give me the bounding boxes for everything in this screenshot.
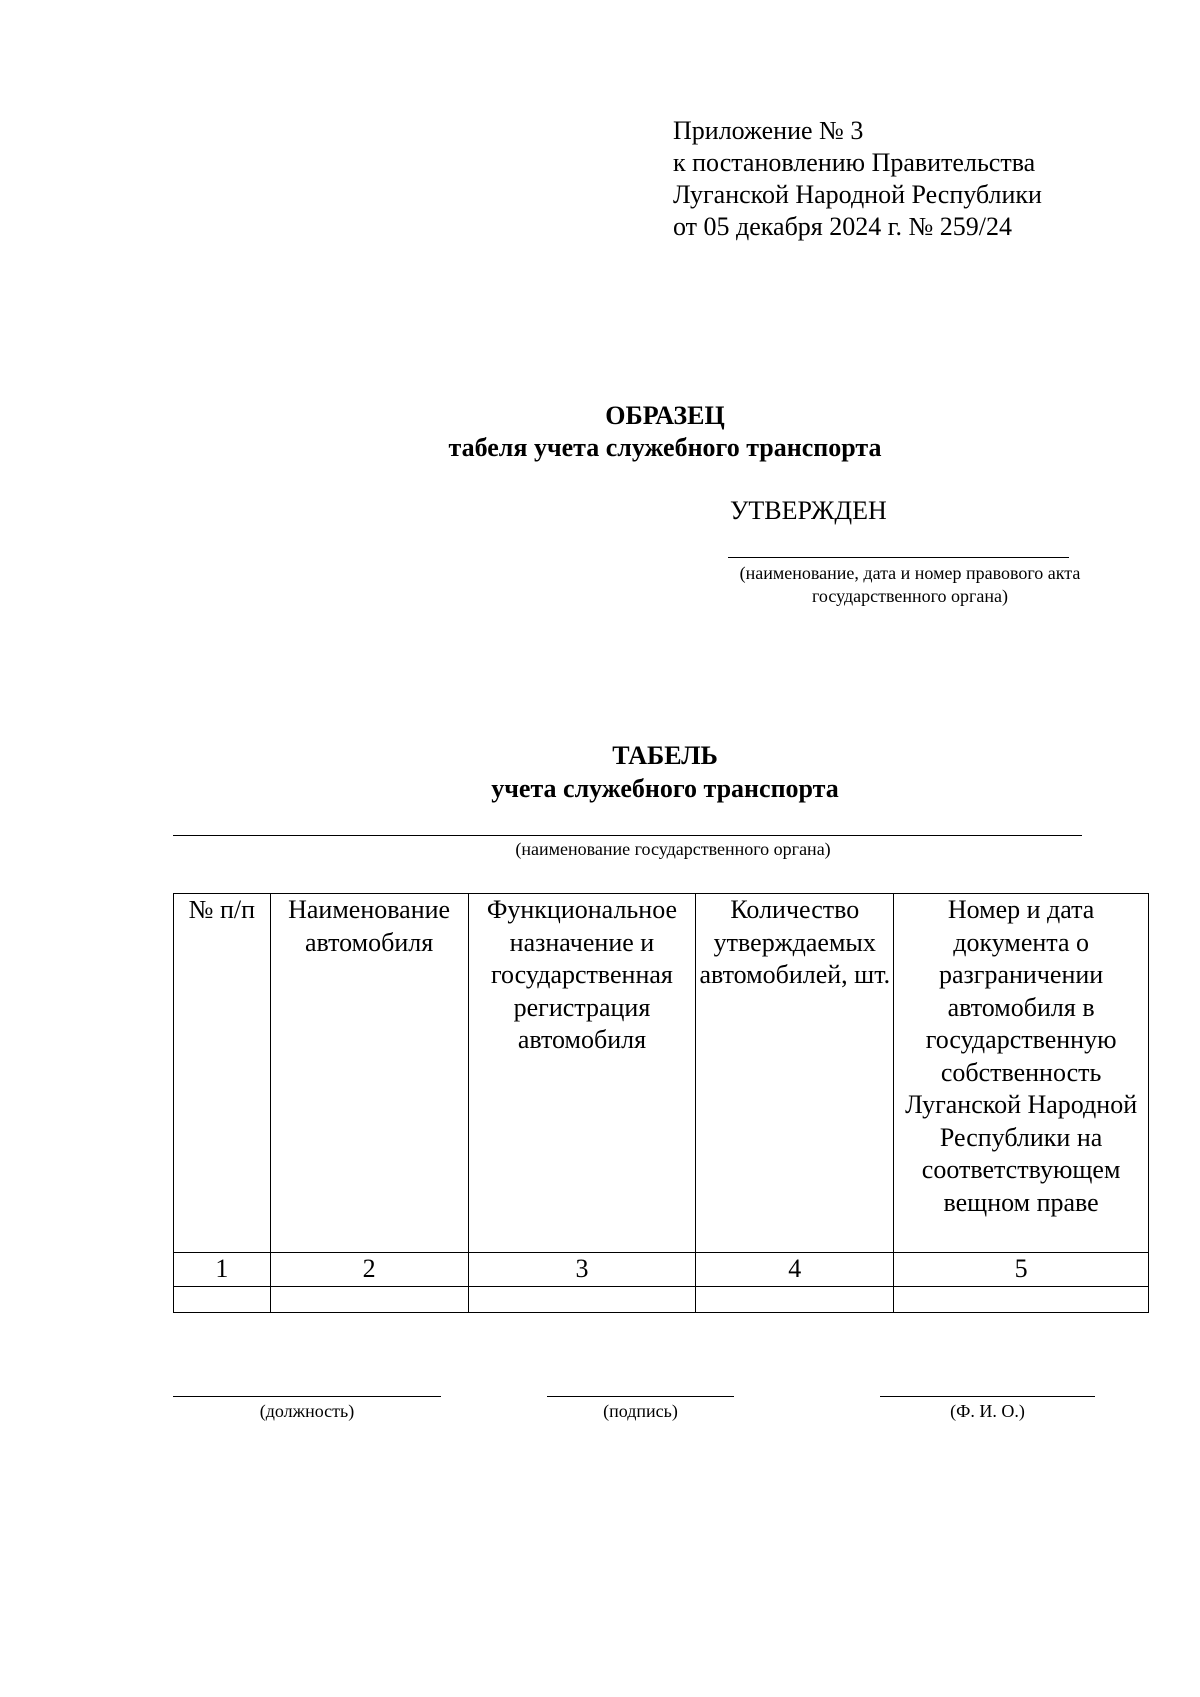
approval-note-line-2: государственного органа) xyxy=(811,586,1009,606)
approval-label: УТВЕРЖДЕН xyxy=(730,496,887,525)
appendix-line-4: от 05 декабря 2024 г. № 259/24 xyxy=(673,212,1013,241)
header-cell-purpose: Функциональное назначение и государственная регистрация автомобиля xyxy=(468,894,696,1253)
signature-line xyxy=(547,1396,734,1397)
appendix-line-3: Луганской Народной Республики xyxy=(673,180,1042,209)
column-number-4: 4 xyxy=(696,1253,894,1287)
approval-note-line-1: (наименование, дата и номер правового акта xyxy=(739,563,1081,583)
empty-cell xyxy=(696,1287,894,1313)
transport-table xyxy=(173,893,1149,1313)
column-number-5: 5 xyxy=(894,1253,1149,1287)
tabel-subtitle: учета служебного транспорта xyxy=(491,774,839,803)
appendix-line-1: Приложение № 3 xyxy=(673,116,864,145)
empty-cell xyxy=(468,1287,696,1313)
position-line xyxy=(173,1396,441,1397)
full-name-line xyxy=(880,1396,1095,1397)
appendix-block xyxy=(673,115,1042,243)
position-label: (должность) xyxy=(259,1401,355,1421)
table-number-row xyxy=(174,1253,1149,1287)
sample-title: ОБРАЗЕЦ xyxy=(605,401,725,430)
signature-label: (подпись) xyxy=(603,1401,678,1421)
table-header-row xyxy=(174,894,1149,1253)
sample-subtitle: табеля учета служебного транспорта xyxy=(448,433,882,462)
empty-cell xyxy=(894,1287,1149,1313)
org-note: (наименование государственного органа) xyxy=(515,839,831,859)
header-cell-number: № п/п xyxy=(174,894,271,1253)
org-underline xyxy=(173,835,1082,836)
header-cell-document: Номер и дата документа о разграничении автомобиля в государственную собственность Луганской Народной Республики на соответствующем вещном праве xyxy=(894,894,1149,1253)
header-cell-quantity: Количество утверждаемых автомобилей, шт. xyxy=(696,894,894,1253)
column-number-2: 2 xyxy=(270,1253,468,1287)
column-number-1: 1 xyxy=(174,1253,271,1287)
column-number-3: 3 xyxy=(468,1253,696,1287)
tabel-title: ТАБЕЛЬ xyxy=(612,741,718,770)
empty-cell xyxy=(270,1287,468,1313)
full-name-label: (Ф. И. О.) xyxy=(950,1401,1025,1421)
empty-cell xyxy=(174,1287,271,1313)
table-row xyxy=(174,1287,1149,1313)
header-cell-vehicle-name: Наименование автомобиля xyxy=(270,894,468,1253)
approval-underline xyxy=(728,557,1069,558)
appendix-line-2: к постановлению Правительства xyxy=(673,148,1036,177)
